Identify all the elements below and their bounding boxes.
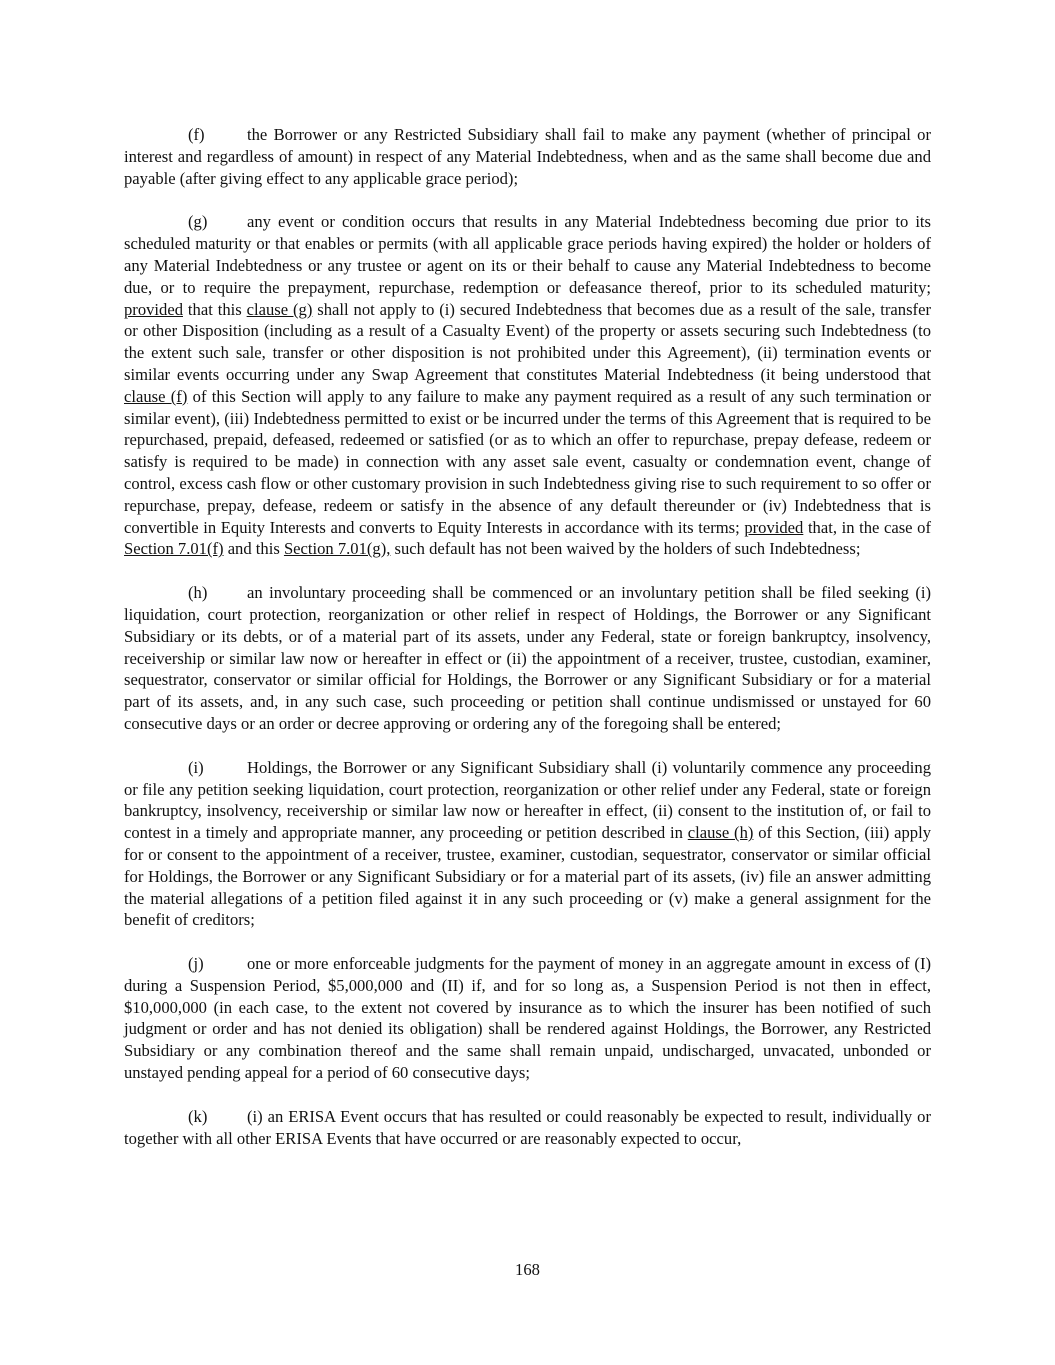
clause-h-reference: clause (h) [687, 823, 754, 843]
clause-g [124, 211, 931, 560]
clause-g-text: that this [183, 299, 247, 319]
clause-g-text: shall not apply to (i) secured Indebtedness that becomes due as a result of the sale, transfer or other Disposition (including as a result of a Casualty Event) of the property or assets securing such Indebtedness (to the extent such sale, transfer or other disposition is not prohibited under this Agreement), (ii) termination events or similar events occurring under any Swap Agreement that constitutes Material Indebtedness (it being understood that [124, 299, 931, 384]
clause-f [124, 124, 931, 189]
document-page [124, 124, 931, 1171]
clause-g-text: of this Section will apply to any failure to make any payment required as a result of any such termination or similar event), (iii) Indebtedness permitted to exist or be incurred under the terms of this Agreement that is required to be repurchased, prepaid, defeased, redeemed or satisfied (or as to which an offer to repurchase, prepay defease, redeem or satisfy is required to be made) in connection with any asset sale event, casualty or condemnation event, change of control, excess cash flow or other customary provision in such Indebtedness giving rise to such requirement to so offer or repurchase, prepay, defease, redeem or satisfy in the absence of any default thereunder or (iv) Indebtedness that is convertible in Equity Interests and converts to Equity Interests in accordance with its terms; [124, 386, 932, 537]
clause-i-text: Holdings, the Borrower or any Significant Subsidiary shall (i) voluntarily commence any proceeding or file any petition seeking liquidation, court protection, reorganization or other relief under any Federal, state or foreign bankruptcy, insolvency, receivership or similar law now or hereafter in effect, (ii) consent to the institution of, or fail to contest in a timely and appropriate manner, any proceeding or petition described in [124, 757, 931, 843]
clause-i-label: (i) [188, 757, 204, 777]
clause-f-label: (f) [188, 125, 205, 144]
clause-g-label: (g) [188, 212, 208, 232]
clause-h [124, 582, 931, 735]
section-7-01-f-reference: Section 7.01(f) [124, 539, 224, 559]
clause-i-text: of this Section, (iii) apply for or consent to the appointment of a receiver, trustee, examiner, custodian, sequestrator, conservator or similar official for Holdings, the Borrower or any Significant Subsidiary or for a material part of its assets, (iv) file an answer admitting the material allegations of a petition filed against it in any such proceeding or (v) make a general assignment for the benefit of creditors; [124, 823, 931, 930]
clause-j-text: one or more enforceable judgments for the payment of money in an aggregate amount in excess of (I) during a Suspension Period, $5,000,000 and (II) if, and for so long as, a Suspension Period is not then in effect, $10,000,000 (in each case, to the extent not covered by insurance as to which the insurer has been notified of such judgment or order and has not denied its obligation) shall be rendered against Holdings, the Borrower, any Restricted Subsidiary or any combination thereof and the same shall remain unpaid, undischarged, unvacated, unbonded or unstayed pending appeal for a period of 60 consecutive days; [124, 954, 931, 1083]
clause-g-text: that, in the case of [803, 517, 931, 537]
provided-term: provided [124, 299, 183, 319]
clause-k [124, 1106, 931, 1150]
clause-g-text: such default has not been waived by the holders of such Indebtedness; [390, 539, 861, 559]
clause-h-text: an involuntary proceeding shall be commenced or an involuntary petition shall be filed seeking (i) liquidation, court protection, reorganization or other relief in respect of Holdings, the Borrower or any Significant Subsidiary or its debts, or of a material part of its assets, under any Federal, state or foreign bankruptcy, insolvency, receivership or similar law now or hereafter in effect or (ii) the appointment of a receiver, trustee, custodian, examiner, sequestrator, conservator or similar official for Holdings, the Borrower or any Significant Subsidiary or for a material part of its assets, and, in any such case, such proceeding or petition shall continue undismissed or unstayed for 60 consecutive days or an order or decree approving or ordering any of the foregoing shall be entered; [124, 583, 931, 733]
page-number: 168 [515, 1260, 540, 1279]
clause-g-reference: clause (g) [246, 299, 313, 319]
clause-f-text: the Borrower or any Restricted Subsidiary shall fail to make any payment (whether of principal or interest and regardless of amount) in respect of any Material Indebtedness, when and as the same shall become due and payable (after giving effect to any applicable grace period); [124, 125, 931, 188]
clause-g-text: any event or condition occurs that results in any Material Indebtedness becoming due prior to its scheduled maturity or that enables or permits (with all applicable grace periods having expired) the holder or holders of any Material Indebtedness or any trustee or agent on its or their behalf to cause any Material Indebtedness to become due, or to require the prepayment, repurchase, redemption or defeasance thereof, prior to its scheduled maturity; [124, 212, 931, 297]
clause-j [124, 953, 931, 1084]
clause-h-label: (h) [188, 583, 208, 603]
clause-i [124, 757, 931, 931]
section-7-01-g-reference: Section 7.01(g), [283, 539, 391, 559]
clause-g-text: and this [223, 539, 284, 559]
clause-k-text: (i) an ERISA Event occurs that has resulted or could reasonably be expected to result, individually or together with all other ERISA Events that have occurred or are reasonably expected to occur, [124, 1106, 931, 1148]
clause-k-label: (k) [188, 1106, 208, 1126]
clause-f-reference: clause (f) [124, 386, 188, 406]
provided-term: provided [744, 517, 804, 537]
clause-j-label: (j) [188, 954, 204, 974]
